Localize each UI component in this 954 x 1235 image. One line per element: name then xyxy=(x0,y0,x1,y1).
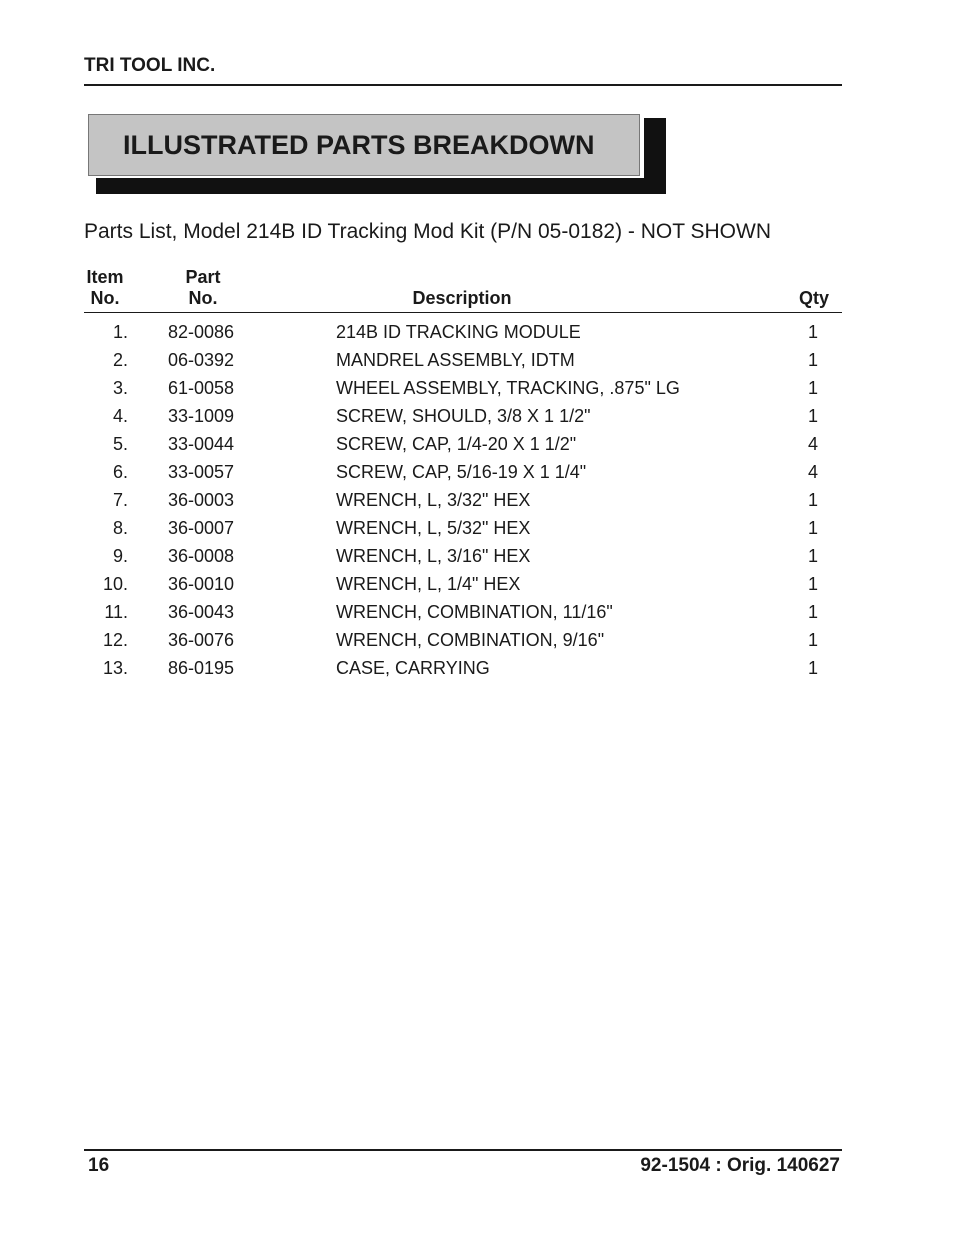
banner-box xyxy=(88,114,640,176)
quantity: 1 xyxy=(807,630,818,650)
section-banner xyxy=(86,112,670,198)
item-number: 4. xyxy=(112,406,128,426)
quantity: 1 xyxy=(807,490,818,510)
item-number: 13. xyxy=(102,658,128,678)
quantity: 1 xyxy=(807,602,818,622)
part-description: SCREW, CAP, 5/16-19 X 1 1/4" xyxy=(336,462,587,482)
quantity: 1 xyxy=(807,518,818,538)
column-header-part xyxy=(178,267,228,309)
table-row xyxy=(84,318,842,346)
part-number: 36-0076 xyxy=(168,630,235,650)
item-number: 11. xyxy=(104,602,128,622)
table-row xyxy=(84,598,842,626)
part-number: 36-0043 xyxy=(168,602,235,622)
banner-shadow-side xyxy=(644,118,666,194)
part-description: SCREW, SHOULD, 3/8 X 1 1/2" xyxy=(336,406,591,426)
part-number: 36-0008 xyxy=(168,546,235,566)
column-header-item xyxy=(80,267,130,309)
table-row xyxy=(84,458,842,486)
item-number: 5. xyxy=(112,434,128,454)
table-row xyxy=(84,374,842,402)
quantity: 1 xyxy=(807,322,818,342)
banner-shadow xyxy=(96,178,666,194)
part-description: WRENCH, L, 3/16" HEX xyxy=(336,546,531,566)
document-id: 92-1504 : Orig. 140627 xyxy=(640,1155,840,1176)
item-number: 10. xyxy=(102,574,128,594)
quantity: 4 xyxy=(807,462,818,482)
table-row xyxy=(84,570,842,598)
column-header-qty: Qty xyxy=(798,288,829,308)
quantity: 1 xyxy=(807,658,818,678)
parts-list-title: Parts List, Model 214B ID Tracking Mod Kit (P/N 05-0182) - NOT SHOWN xyxy=(84,220,772,243)
column-header-part-line2: No. xyxy=(188,288,218,308)
table-row xyxy=(84,654,842,682)
footer-rule xyxy=(84,1149,842,1151)
table-row xyxy=(84,486,842,514)
part-number: 36-0010 xyxy=(168,574,235,594)
item-number: 6. xyxy=(112,462,128,482)
parts-table xyxy=(84,318,842,682)
table-row xyxy=(84,542,842,570)
item-number: 8. xyxy=(112,518,128,538)
part-description: WRENCH, L, 3/32" HEX xyxy=(336,490,531,510)
column-header-item-line2: No. xyxy=(90,288,120,308)
part-description: WRENCH, COMBINATION, 9/16" xyxy=(336,630,605,650)
part-description: WHEEL ASSEMBLY, TRACKING, .875" LG xyxy=(336,378,680,398)
page-number: 16 xyxy=(88,1155,110,1176)
quantity: 1 xyxy=(807,546,818,566)
quantity: 1 xyxy=(807,350,818,370)
part-description: WRENCH, L, 1/4" HEX xyxy=(336,574,521,594)
page-title: ILLUSTRATED PARTS BREAKDOWN xyxy=(123,130,595,160)
item-number: 9. xyxy=(112,546,128,566)
part-description: WRENCH, L, 5/32" HEX xyxy=(336,518,531,538)
table-row xyxy=(84,514,842,542)
part-number: 33-1009 xyxy=(168,406,235,426)
part-number: 61-0058 xyxy=(168,378,235,398)
header-rule xyxy=(84,84,842,86)
item-number: 12. xyxy=(102,630,128,650)
item-number: 7. xyxy=(112,490,128,510)
part-number: 36-0007 xyxy=(168,518,235,538)
table-row xyxy=(84,346,842,374)
quantity: 4 xyxy=(807,434,818,454)
table-header-rule xyxy=(84,312,842,313)
part-number: 06-0392 xyxy=(168,350,235,370)
part-description: SCREW, CAP, 1/4-20 X 1 1/2" xyxy=(336,434,577,454)
column-header-part-line1: Part xyxy=(185,267,221,287)
part-number: 86-0195 xyxy=(168,658,235,678)
item-number: 3. xyxy=(112,378,128,398)
part-number: 82-0086 xyxy=(168,322,235,342)
part-number: 33-0044 xyxy=(168,434,235,454)
item-number: 2. xyxy=(112,350,128,370)
part-description: MANDREL ASSEMBLY, IDTM xyxy=(336,350,575,370)
part-description: 214B ID TRACKING MODULE xyxy=(336,322,581,342)
quantity: 1 xyxy=(807,378,818,398)
table-row xyxy=(84,402,842,430)
company-name: TRI TOOL INC. xyxy=(84,55,216,76)
part-description: CASE, CARRYING xyxy=(336,658,490,678)
column-header-description: Description xyxy=(412,288,512,308)
item-number: 1. xyxy=(112,322,128,342)
table-row xyxy=(84,626,842,654)
part-description: WRENCH, COMBINATION, 11/16" xyxy=(336,602,613,622)
column-header-item-line1: Item xyxy=(86,267,124,287)
part-number: 36-0003 xyxy=(168,490,235,510)
quantity: 1 xyxy=(807,406,818,426)
part-number: 33-0057 xyxy=(168,462,235,482)
table-row xyxy=(84,430,842,458)
quantity: 1 xyxy=(807,574,818,594)
